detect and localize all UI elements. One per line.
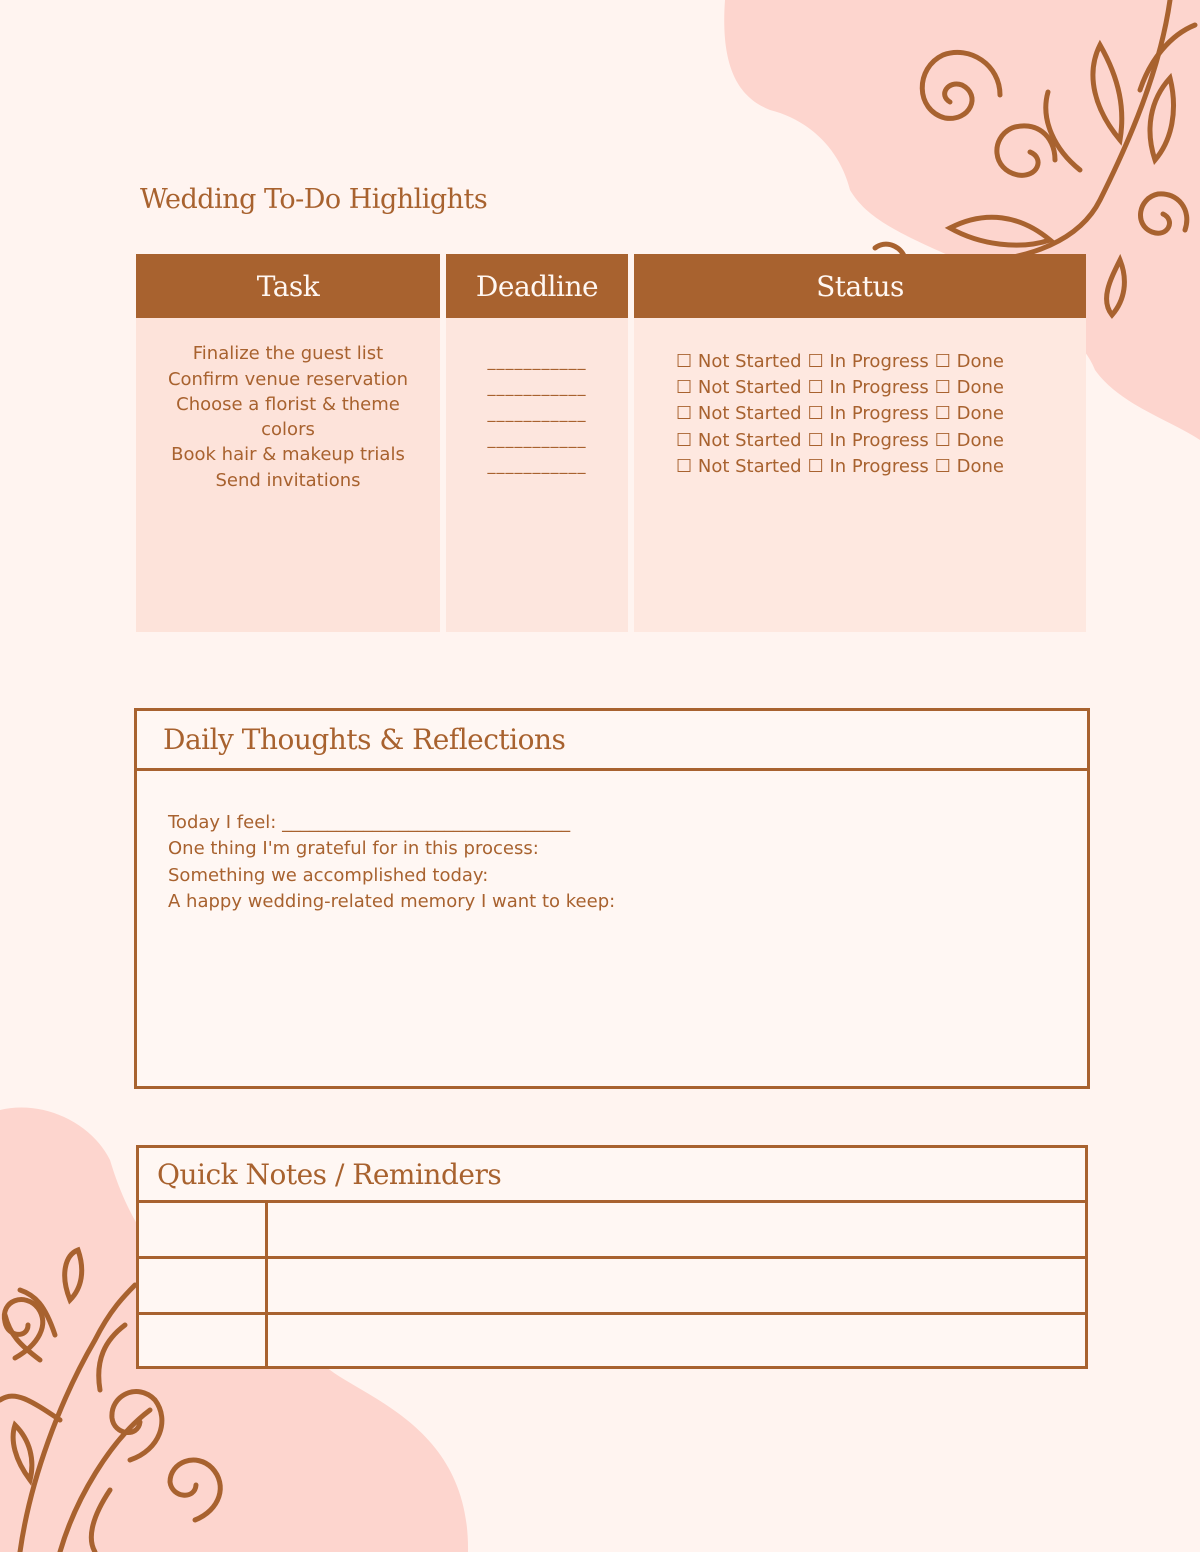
status-checkbox-option[interactable]: ☐ Not Started — [676, 429, 802, 451]
deadline-list — [446, 318, 628, 478]
reflections-title: Daily Thoughts & Reflections — [137, 711, 1087, 771]
status-column — [634, 254, 1086, 632]
reflection-prompt[interactable]: Today I feel: ________________________________ — [168, 812, 571, 833]
deadline-blank[interactable]: ___________ — [487, 351, 587, 370]
notes-key-cell[interactable] — [139, 1203, 268, 1256]
reflection-prompt[interactable]: A happy wedding-related memory I want to keep: — [168, 890, 616, 912]
task-list — [136, 318, 440, 493]
status-header: Status — [634, 254, 1086, 318]
status-checkbox-option[interactable]: ☐ In Progress — [807, 351, 929, 372]
status-checkbox-option[interactable]: ☐ In Progress — [807, 455, 929, 477]
reflection-prompt[interactable]: Something we accomplished today: — [168, 864, 489, 886]
status-checkbox-option[interactable]: ☐ In Progress — [807, 377, 929, 399]
notes-key-cell[interactable] — [139, 1315, 268, 1369]
status-list — [634, 318, 1086, 480]
status-checkbox-option[interactable]: ☐ Done — [934, 351, 1004, 372]
reflections-box — [134, 708, 1090, 1089]
reflection-prompt[interactable]: One thing I'm grateful for in this process: — [168, 838, 539, 860]
todo-section-title: Wedding To-Do Highlights — [140, 184, 488, 215]
status-checkbox-option[interactable]: ☐ In Progress — [807, 429, 929, 451]
status-row — [676, 349, 1086, 375]
deadline-blank[interactable]: ___________ — [487, 455, 587, 474]
status-row — [676, 428, 1086, 454]
task-header: Task — [136, 254, 440, 318]
status-row — [676, 401, 1086, 427]
deadline-blank[interactable]: ___________ — [487, 429, 587, 448]
task-column-body — [136, 318, 440, 632]
status-checkbox-option[interactable]: ☐ In Progress — [807, 403, 929, 425]
quick-notes-title: Quick Notes / Reminders — [139, 1148, 1085, 1203]
notes-row — [139, 1315, 1085, 1369]
status-checkbox-option[interactable]: ☐ Not Started — [676, 377, 802, 399]
status-checkbox-option[interactable]: ☐ Not Started — [676, 403, 802, 425]
quick-notes-box — [136, 1145, 1088, 1369]
status-checkbox-option[interactable]: ☐ Done — [934, 429, 1004, 451]
deadline-blank[interactable]: ___________ — [487, 377, 587, 396]
notes-row — [139, 1203, 1085, 1259]
status-checkbox-option[interactable]: ☐ Not Started — [676, 351, 802, 372]
notes-row — [139, 1259, 1085, 1315]
notes-value-cell[interactable] — [268, 1315, 1085, 1369]
status-checkbox-option[interactable]: ☐ Done — [934, 377, 1004, 399]
deadline-blank[interactable]: ___________ — [487, 403, 587, 422]
notes-value-cell[interactable] — [268, 1259, 1085, 1312]
status-checkbox-option[interactable]: ☐ Done — [934, 403, 1004, 425]
deadline-column-body — [446, 318, 628, 632]
task-item: Book hair & makeup trials — [171, 444, 405, 465]
status-checkbox-option[interactable]: ☐ Done — [934, 455, 1004, 477]
deadline-header: Deadline — [446, 254, 628, 318]
status-row — [676, 454, 1086, 480]
task-column — [136, 254, 440, 632]
task-item: Send invitations — [215, 469, 361, 491]
task-item: Finalize the guest list — [192, 343, 384, 364]
notes-value-cell[interactable] — [268, 1203, 1085, 1256]
notes-key-cell[interactable] — [139, 1259, 268, 1312]
status-column-body — [634, 318, 1086, 632]
task-item: Choose a florist & theme colors — [176, 394, 400, 440]
status-row — [676, 375, 1086, 401]
task-item: Confirm venue reservation — [167, 368, 409, 390]
deadline-column — [446, 254, 628, 632]
status-checkbox-option[interactable]: ☐ Not Started — [676, 455, 802, 477]
reflection-prompts — [137, 771, 1087, 915]
